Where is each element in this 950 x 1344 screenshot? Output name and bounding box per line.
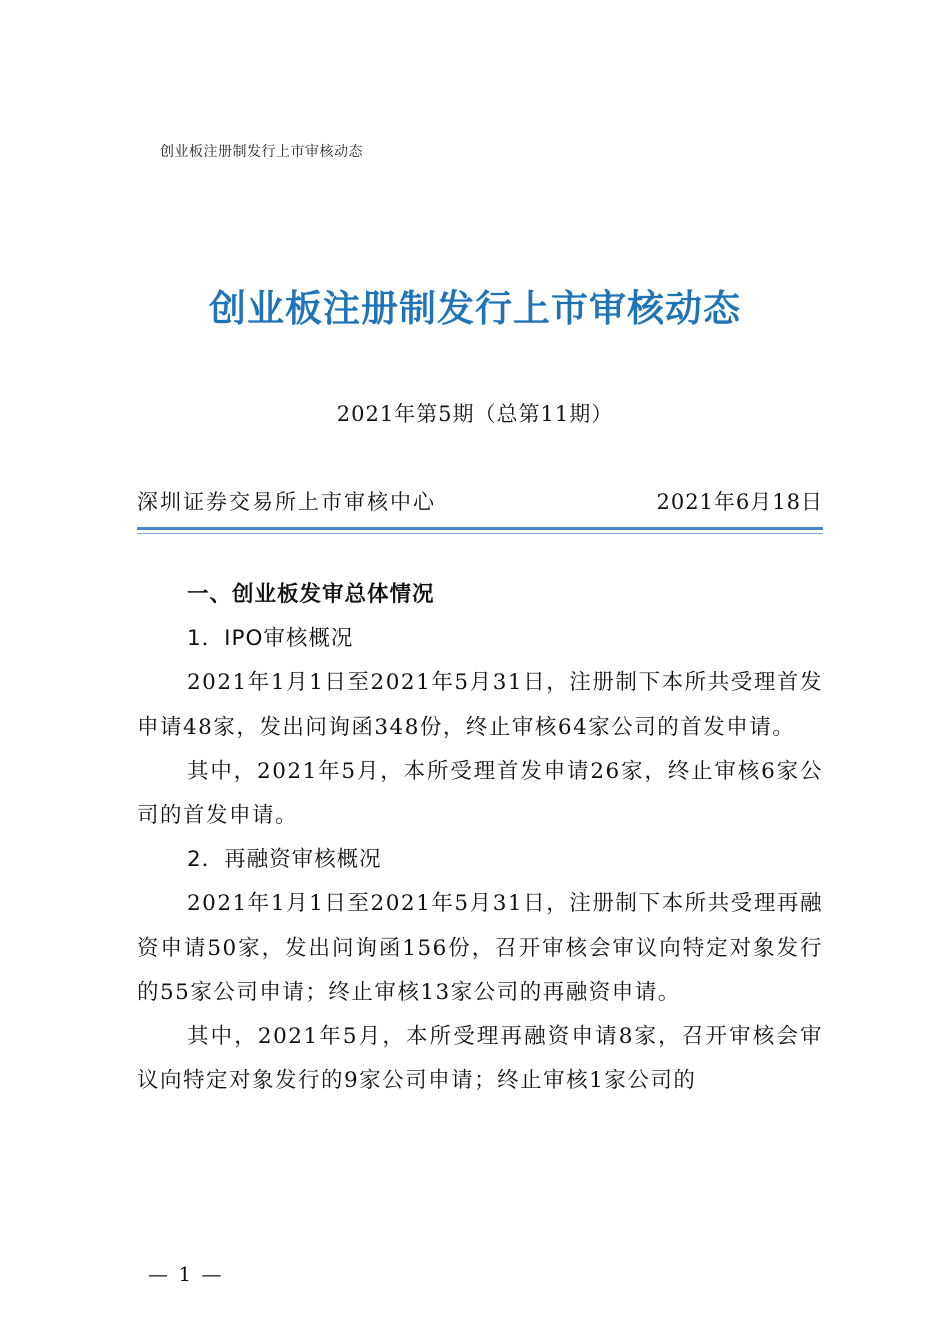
paragraph: 其中，2021年5月，本所受理再融资申请8家，召开审核会审议向特定对象发行的9家公司申请；终止审核1家公司的 bbox=[137, 1024, 823, 1094]
header-divider-thick bbox=[137, 527, 823, 530]
subsection-heading-refinancing: 2．再融资审核概况 bbox=[187, 847, 382, 873]
paragraph: 2021年1月1日至2021年5月31日，注册制下本所共受理首发申请48家，发出问询函348份，终止审核64家公司的首发申请。 bbox=[137, 670, 823, 740]
page-number: — 1 — bbox=[148, 1262, 224, 1286]
paragraph: 2021年1月1日至2021年5月31日，注册制下本所共受理再融资申请50家，发出问询函156份，召开审核会审议向特定对象发行的55家公司申请；终止审核13家公司的再融资申请。 bbox=[137, 891, 823, 1005]
section-heading: 一、创业板发审总体情况 bbox=[187, 582, 435, 607]
document-title: 创业板注册制发行上市审核动态 bbox=[209, 287, 741, 330]
subsection-heading-ipo: 1．IPO审核概况 bbox=[187, 626, 354, 652]
running-header: 创业板注册制发行上市审核动态 bbox=[160, 144, 363, 160]
issuer-name: 深圳证券交易所上市审核中心 bbox=[137, 490, 436, 514]
issue-date: 2021年6月18日 bbox=[656, 490, 823, 514]
paragraph: 其中，2021年5月，本所受理首发申请26家，终止审核6家公司的首发申请。 bbox=[137, 758, 823, 829]
body-content bbox=[137, 573, 823, 1103]
header-divider-thin bbox=[137, 533, 823, 534]
issue-number: 2021年第5期（总第11期） bbox=[336, 402, 614, 426]
